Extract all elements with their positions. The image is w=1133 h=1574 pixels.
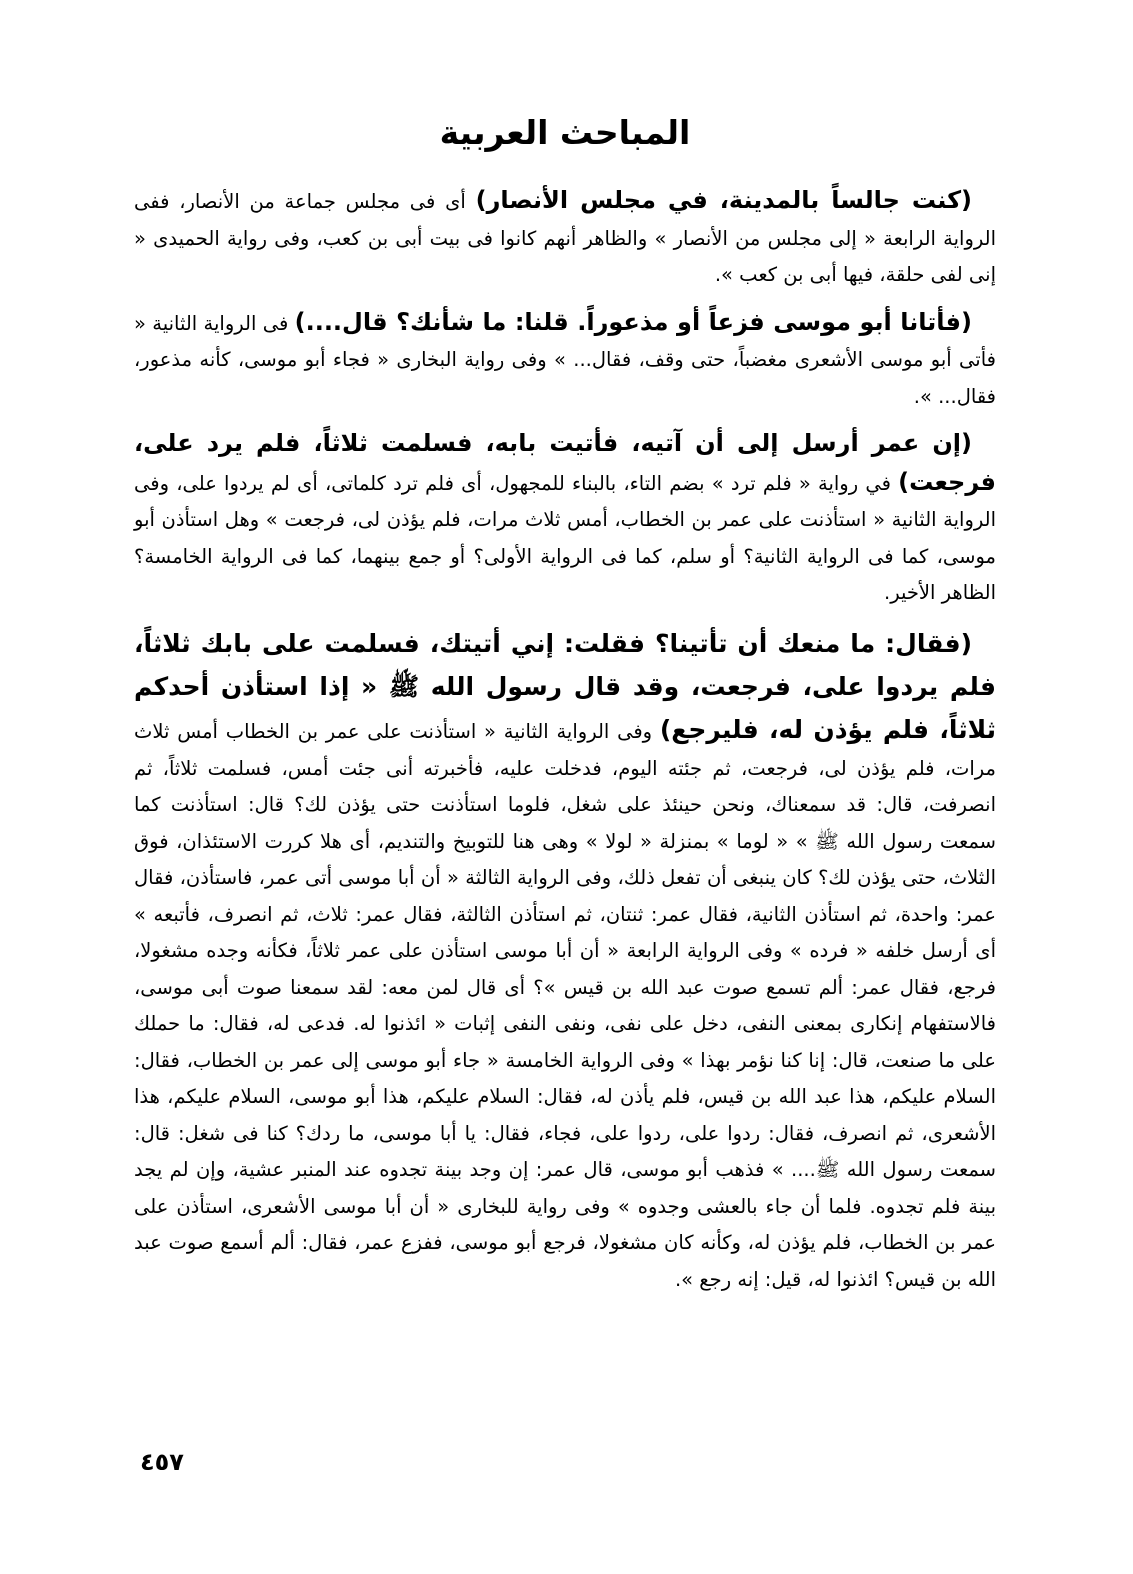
document-page <box>134 108 996 1308</box>
paragraph-2-lead: (فأتانا أبو موسى فزعاً أو مذعوراً. قلنا: ما شأنك؟ قال....) <box>294 307 972 336</box>
paragraph-2-body: فى الرواية الثانية « فأتى أبو موسى الأشعرى مغضباً، حتى وقف، فقال... » وفى رواية البخارى « فجاء أبو موسى، كأنه مذعور، فقال... ». <box>134 311 996 408</box>
paragraph-4 <box>134 622 996 1299</box>
paragraph-4-lead: (فقال: ما منعك أن تأتينا؟ فقلت: إني أتيتك، فسلمت على بابك ثلاثاً، فلم يردوا على، فرجعت، وقد قال رسول الله ﷺ « إذا استأذن أحدكم ثلاثاً، فلم يؤذن له، فليرجع) <box>134 628 996 744</box>
paragraph-4-body: وفى الرواية الثانية « استأذنت على عمر بن الخطاب أمس ثلاث مرات، فلم يؤذن لى، فرجعت، ثم جئته اليوم، فدخلت عليه، فأخبرته أنى جئت أمس، فسلمت ثلاثاً، ثم انصرفت، قال: قد سمعناك، ونحن حينئذ على شغل، فلوما استأذنت حتى يؤذن لك؟ قال: استأذنت كما سمعت رسول الله ﷺ » « لوما » بمنزلة « لولا » وهى هنا للتوبيخ والتنديم، أى هلا كررت الاستئذان، فوق الثلاث، حتى يؤذن لك؟ كان ينبغى أن تفعل ذلك، وفى الرواية الثالثة « أن أبا موسى أتى عمر، فاستأذن، فقال عمر: واحدة، ثم استأذن الثانية، فقال عمر: ثنتان، ثم استأذن الثالثة، فقال عمر: ثلاث، ثم انصرف، فأتبعه » أى أرسل خلفه « فرده » وفى الرواية الرابعة « أن أبا موسى استأذن على عمر ثلاثاً، فكأنه وجده مشغولا، فرجع، فقال عمر: ألم تسمع صوت عبد الله بن قيس »؟ أى قال لمن معه: لقد سمعنا صوت أبى موسى، فالاستفهام إنكارى بمعنى النفى، دخل على نفى، ونفى النفى إثبات « ائذنوا له. فدعى له، فقال: ما حملك على ما صنعت، قال: إنا كنا نؤمر بهذا » وفى الرواية الخامسة « جاء أبو موسى إلى عمر بن الخطاب، فقال: السلام عليكم، هذا عبد الله بن قيس، فلم يأذن له، فقال: السلام عليكم، هذا أبو موسى، السلام عليكم، هذا الأشعرى، ثم انصرف، فقال: ردوا على، ردوا على، فجاء، فقال: يا أبا موسى، ما ردك؟ كنا فى شغل: قال: سمعت رسول الله ﷺ.... » فذهب أبو موسى، قال عمر: إن وجد بينة تجدوه عند المنبر عشية، وإن لم يجد بينة فلم تجدوه. فلما أن جاء بالعشى وجدوه » وفى رواية للبخارى « أن أبا موسى الأشعرى، استأذن على عمر بن الخطاب، فلم يؤذن له، وكأنه كان مشغولا، فرجع أبو موسى، ففزع عمر، فقال: ألم أسمع صوت عبد الله بن قيس؟ ائذنوا له، قيل: إنه رجع ». <box>134 719 996 1291</box>
paragraph-3 <box>134 425 996 612</box>
page-title: المباحث العربية <box>439 113 691 152</box>
paragraph-1-lead: (كنت جالساً بالمدينة، في مجلس الأنصار) <box>475 186 972 214</box>
paragraph-2 <box>134 304 996 416</box>
paragraph-3-lead: (إن عمر أرسل إلى أن آتيه، فأتيت بابه، فسلمت ثلاثاً، فلم يرد على، فرجعت) <box>134 429 996 496</box>
paragraph-1-body: أى فى مجلس جماعة من الأنصار، ففى الرواية الرابعة « إلى مجلس من الأنصار » والظاهر أنهم كانوا فى بيت أبى بن كعب، وفى رواية الحميدى « إنى لفى حلقة، فيها أبى بن كعب ». <box>134 190 996 286</box>
paragraph-1 <box>134 182 996 294</box>
page-number: ٤٥٧ <box>140 1448 184 1476</box>
paragraph-3-body: في رواية « فلم ترد » بضم التاء، بالبناء للمجهول، أى فلم ترد كلماتى، أى لم يردوا على، وفى الرواية الثانية « استأذنت على عمر بن الخطاب، أمس ثلاث مرات، فلم يؤذن لى، فرجعت » وهل استأذن أبو موسى، كما فى الرواية الثانية؟ أو سلم، كما فى الرواية الأولى؟ أو جمع بينهما، كما فى الرواية الخامسة؟ الظاهر الأخير. <box>134 471 996 604</box>
